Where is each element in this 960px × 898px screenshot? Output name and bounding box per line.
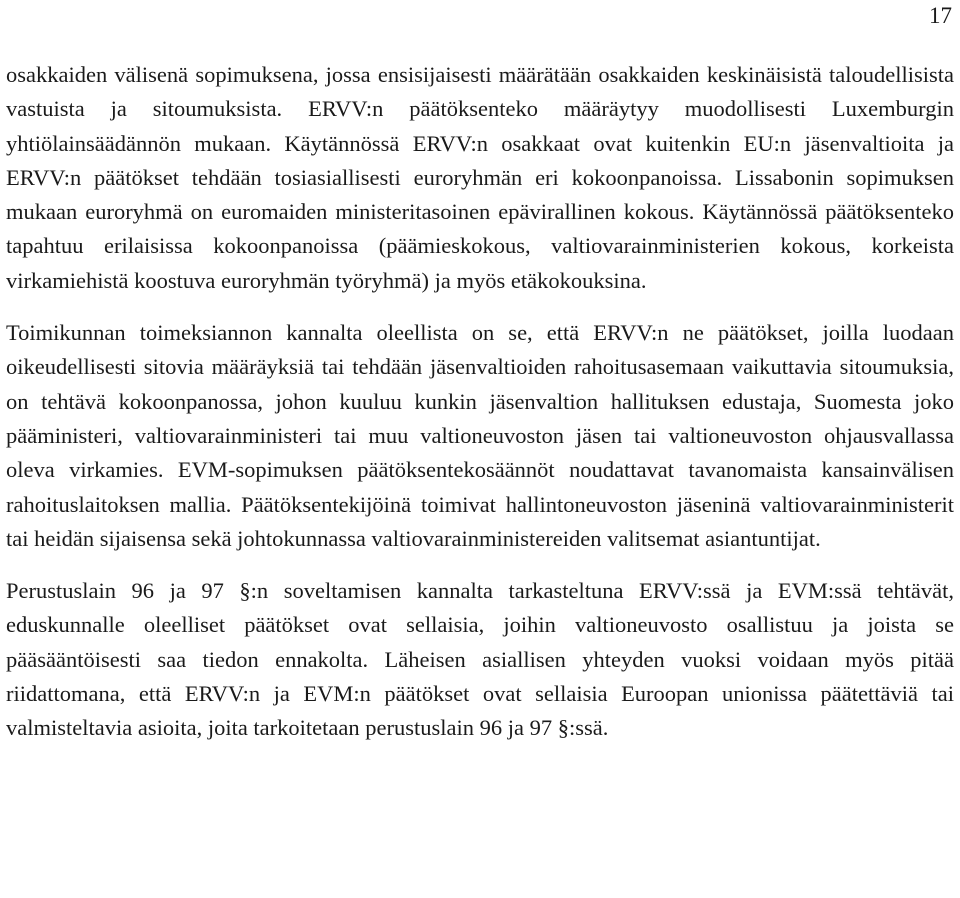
page-number: 17 [929,3,952,28]
paragraph-1: osakkaiden välisenä sopimuksena, jossa ensisijaisesti määrätään osakkaiden keskinäisistä taloudellisista vastuista ja sitoumuksista. ERVV:n päätöksenteko määräytyy muodollisesti Luxemburgin yhtiölainsäädännön mukaan. Käytännössä ERVV:n osakkaat ovat kuitenkin EU:n jäsenvaltioita ja ERVV:n päätökset tehdään tosiasiallisesti euroryhmän eri kokoonpanoissa. Lissabonin sopimuksen mukaan euroryhmä on euromaiden ministeritasoinen epävirallinen kokous. Käytännössä päätöksenteko tapahtuu erilaisissa kokoonpanoissa (päämieskokous, valtiovarainministerien kokous, korkeista virkamiehistä koostuva euroryhmän työryhmä) ja myös etäkokouksina. [6,62,954,293]
paragraph-3: Perustuslain 96 ja 97 §:n soveltamisen kannalta tarkasteltuna ERVV:ssä ja EVM:ssä tehtävät, eduskunnalle oleelliset päätökset ovat sellaisia, joihin valtioneuvosto osallistuu ja joista se pääsääntöisesti saa tiedon ennakolta. Läheisen asiallisen yhteyden vuoksi voidaan myös pitää riidattomana, että ERVV:n ja EVM:n päätökset ovat sellaisia Euroopan unionissa päätettäviä tai valmisteltavia asioita, joita tarkoitetaan perustuslain 96 ja 97 §:ssä. [6,578,954,741]
document-body [6,58,954,746]
paragraph-2: Toimikunnan toimeksiannon kannalta oleellista on se, että ERVV:n ne päätökset, joilla luodaan oikeudellisesti sitovia määräyksiä tai tehdään jäsenvaltioiden rahoitusasemaan vaikuttavia sitoumuksia, on tehtävä kokoonpanossa, johon kuuluu kunkin jäsenvaltion hallituksen edustaja, Suomesta joko pääministeri, valtiovarainministeri tai muu valtioneuvoston jäsen tai valtioneuvoston ohjausvallassa oleva virkamies. EVM-sopimuksen päätöksentekosäännöt noudattavat tavanomaista kansainvälisen rahoituslaitoksen mallia. Päätöksentekijöinä toimivat hallintoneuvoston jäseninä valtiovarainministerit tai heidän sijaisensa sekä johtokunnassa valtiovarainministereiden valitsemat asiantuntijat. [6,320,954,551]
